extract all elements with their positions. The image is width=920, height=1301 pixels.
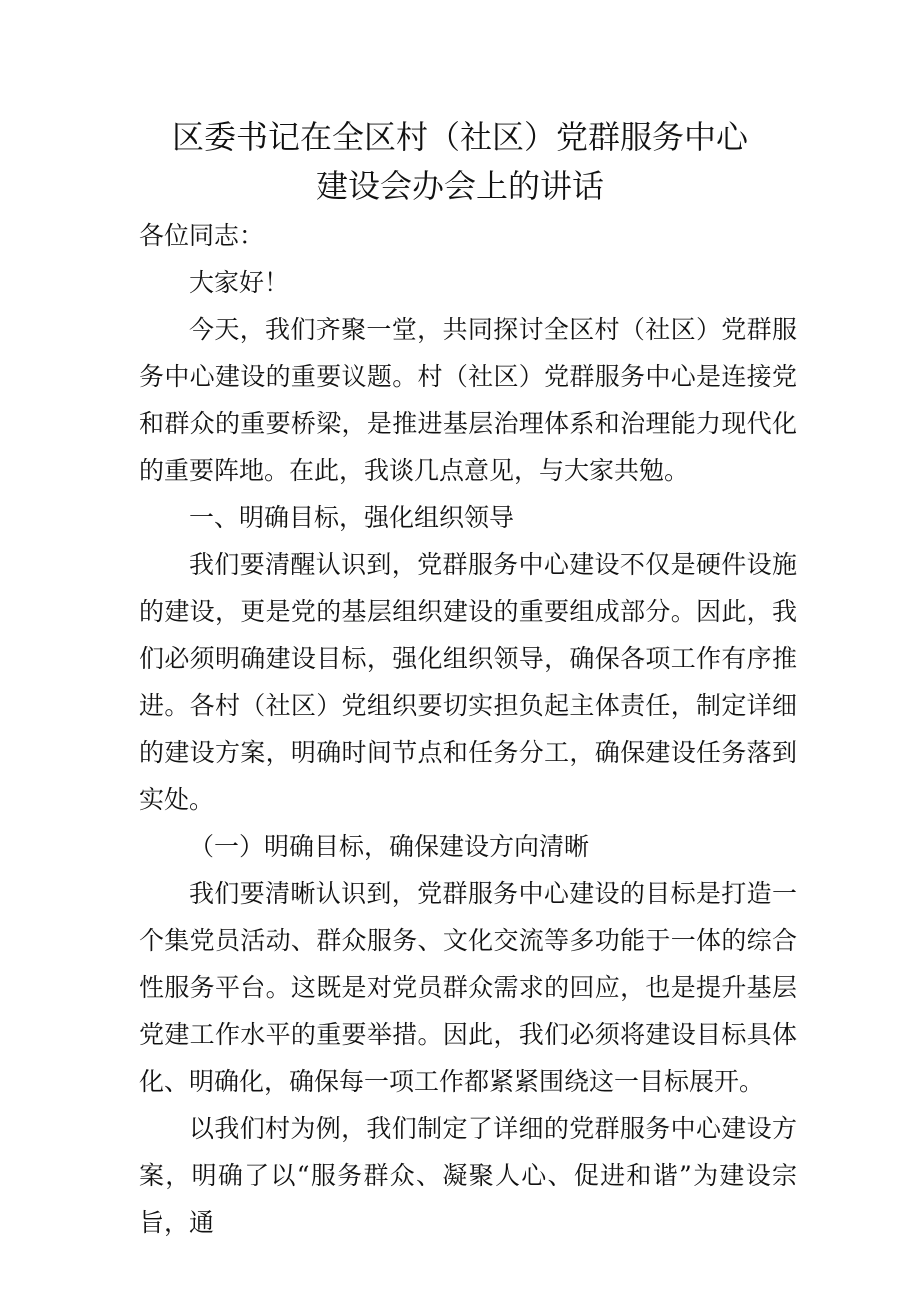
paragraph-subsection-1: 我们要清晰认识到，党群服务中心建设的目标是打造一个集党员活动、群众服务、文化交流等多功能于一体的综合性服务平台。这既是对党员群众需求的回应，也是提升基层党建工作水平的重要举措。因此，我们必须将建设目标具体化、明确化，确保每一项工作都紧紧围绕这一目标展开。	[139, 879, 797, 1096]
paragraph-section-1: 我们要清醒认识到，党群服务中心建设不仅是硬件设施的建设，更是党的基层组织建设的重要组成部分。因此，我们必须明确建设目标，强化组织领导，确保各项工作有序推进。各村（社区）党组织要切实担负起主体责任，制定详细的建设方案，明确时间节点和任务分工，确保建设任务落到实处。	[139, 550, 797, 814]
document-title-line-1: 区委书记在全区村（社区）党群服务中心	[171, 118, 748, 156]
greeting: 大家好！	[189, 268, 290, 297]
section-heading-1: 一、明确目标，强化组织领导	[189, 503, 515, 532]
paragraph-intro: 今天，我们齐聚一堂，共同探讨全区村（社区）党群服务中心建设的重要议题。村（社区）党群服务中心是连接党和群众的重要桥梁，是推进基层治理体系和治理能力现代化的重要阵地。在此，我谈几点意见，与大家共勉。	[139, 315, 797, 485]
subsection-heading-1: （一）明确目标，确保建设方向清晰	[189, 832, 590, 861]
document-body	[139, 212, 797, 1246]
paragraph-example: 以我们村为例，我们制定了详细的党群服务中心建设方案，明确了以“服务群众、凝聚人心、促进和谐”为建设宗旨，通	[139, 1114, 797, 1237]
document-title-line-2: 建设会办会上的讲话	[315, 167, 604, 205]
salutation: 各位同志：	[139, 221, 265, 250]
